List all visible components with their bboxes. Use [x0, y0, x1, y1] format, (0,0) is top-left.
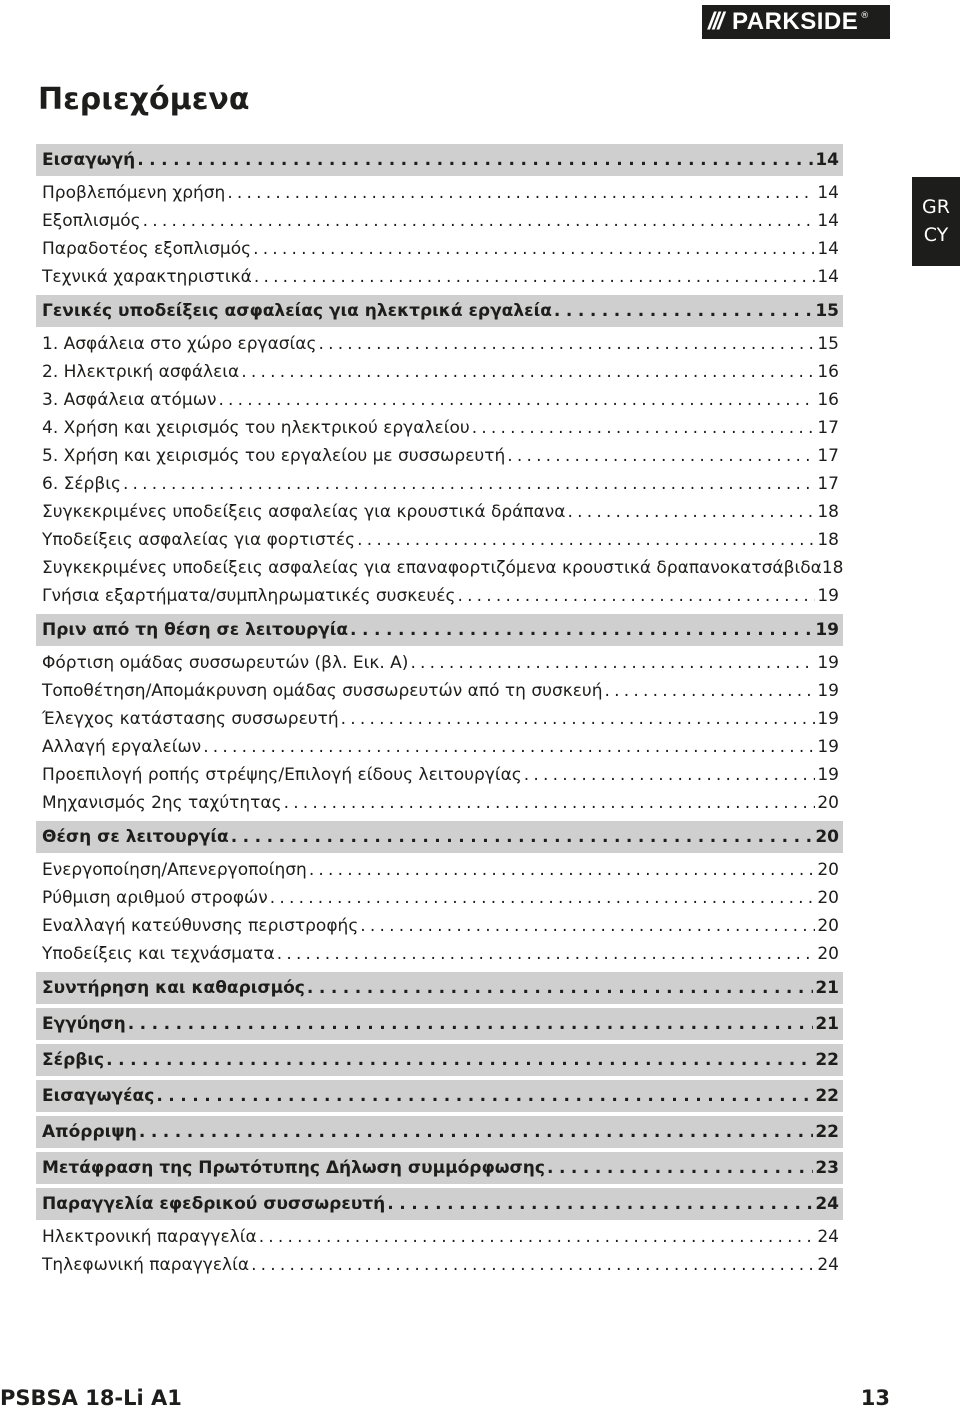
toc-entry — [36, 179, 843, 207]
toc-entry — [36, 649, 843, 677]
toc-page-number: 21 — [815, 1014, 839, 1034]
toc-page-number: 20 — [817, 944, 839, 964]
toc-entry-title: Υποδείξεις και τεχνάσματα — [42, 944, 275, 964]
toc-page-number: 14 — [817, 183, 839, 203]
toc-entry-title: Παραδοτέος εξοπλισμός — [42, 239, 252, 259]
toc-entry-title: Υποδείξεις ασφαλείας για φορτιστές — [42, 530, 356, 550]
toc-entry-title: Τηλεφωνική παραγγελία — [42, 1255, 250, 1275]
toc-page-number: 18 — [817, 530, 839, 550]
toc-dot-leader — [156, 1086, 813, 1106]
toc-entry-title: Γενικές υποδείξεις ασφαλείας για ηλεκτρικά εργαλεία — [42, 301, 552, 321]
toc-entry-title: Προβλεπόμενη χρήση — [42, 183, 226, 203]
toc-entry-title: Συγκεκριμένες υποδείξεις ασφαλείας για επαναφορτιζόμενα κρουστικά δραπανοκατσάβιδα — [42, 558, 822, 578]
toc-entry — [36, 789, 843, 817]
toc-entry — [36, 940, 843, 968]
toc-page-number: 24 — [817, 1227, 839, 1247]
toc-dot-leader — [253, 239, 815, 259]
toc-entry-title: Θέση σε λειτουργία — [42, 827, 229, 847]
toc-entry-title: 3. Ασφάλεια ατόμων — [42, 390, 217, 410]
toc-page-number: 20 — [817, 888, 839, 908]
toc-page-number: 19 — [815, 620, 839, 640]
toc-entry-title: Αλλαγή εργαλείων — [42, 737, 202, 757]
toc-page-number: 17 — [817, 418, 839, 438]
toc-dot-leader — [350, 620, 813, 640]
toc-entry-title: Ηλεκτρονική παραγγελία — [42, 1227, 257, 1247]
toc-dot-leader — [203, 737, 815, 757]
toc-entry-title: Εισαγωγή — [42, 150, 136, 170]
toc-dot-leader — [137, 150, 813, 170]
toc-dot-leader — [360, 916, 815, 936]
toc-dot-leader — [284, 793, 816, 813]
toc-entry — [36, 856, 843, 884]
toc-entry-title: Τεχνικά χαρακτηριστικά — [42, 267, 252, 287]
toc-entry — [36, 207, 843, 235]
toc-page-number: 15 — [815, 301, 839, 321]
toc-dot-leader — [568, 502, 816, 522]
toc-dot-leader — [357, 530, 815, 550]
toc-page-number: 19 — [817, 586, 839, 606]
toc-page-number: 14 — [815, 150, 839, 170]
toc-page-number: 21 — [815, 978, 839, 998]
toc-entry-title: 1. Ασφάλεια στο χώρο εργασίας — [42, 334, 317, 354]
toc-dot-leader — [270, 888, 816, 908]
toc-entry-title: Ενεργοποίηση/Απενεργοποίηση — [42, 860, 307, 880]
toc-dot-leader — [387, 1194, 813, 1214]
toc-dot-leader — [524, 765, 816, 785]
toc-section-heading — [36, 1188, 843, 1220]
toc-entry-title: Απόρριψη — [42, 1122, 137, 1142]
page-number: 13 — [860, 1386, 890, 1410]
toc-dot-leader — [605, 681, 816, 701]
toc-dot-leader — [128, 1014, 814, 1034]
toc-entry-title: 5. Χρήση και χειρισμός του εργαλείου με συσσωρευτή — [42, 446, 506, 466]
toc-section-heading — [36, 821, 843, 853]
toc-page-number: 19 — [817, 709, 839, 729]
toc-dot-leader — [231, 827, 814, 847]
toc-page-number: 22 — [815, 1086, 839, 1106]
toc-section-heading — [36, 972, 843, 1004]
toc-entry — [36, 912, 843, 940]
toc-page-number: 20 — [815, 827, 839, 847]
toc-entry-title: 4. Χρήση και χειρισμός του ηλεκτρικού εργαλείου — [42, 418, 470, 438]
toc-entry — [36, 761, 843, 789]
toc-dot-leader — [254, 267, 816, 287]
toc-dot-leader — [106, 1050, 813, 1070]
toc-entry-title: Εισαγωγέας — [42, 1086, 155, 1106]
toc-dot-leader — [227, 183, 815, 203]
toc-entry — [36, 498, 843, 526]
toc-section-heading — [36, 144, 843, 176]
toc-page-number: 19 — [817, 737, 839, 757]
logo-wordmark: PARKSIDE — [732, 8, 859, 35]
toc-page-number: 14 — [817, 211, 839, 231]
toc-entry-title: Συγκεκριμένες υποδείξεις ασφαλείας για κρουστικά δράπανα — [42, 502, 566, 522]
logo-registered-mark: ® — [860, 11, 870, 21]
toc-entry-title: Ρύθμιση αριθμού στροφών — [42, 888, 268, 908]
toc-dot-leader — [309, 860, 816, 880]
toc-dot-leader — [241, 362, 815, 382]
toc-entry — [36, 705, 843, 733]
toc-entry — [36, 554, 843, 582]
toc-dot-leader — [143, 211, 816, 231]
toc-page-number: 17 — [817, 446, 839, 466]
toc-entry-title: Φόρτιση ομάδας συσσωρευτών (βλ. Εικ. A) — [42, 653, 409, 673]
toc-page-number: 16 — [817, 390, 839, 410]
toc-dot-leader — [410, 653, 815, 673]
toc-dot-leader — [507, 446, 815, 466]
toc-page-number: 16 — [817, 362, 839, 382]
toc-page-number: 22 — [815, 1050, 839, 1070]
toc-entry — [36, 358, 843, 386]
toc-entry-title: Σέρβις — [42, 1050, 105, 1070]
toc-dot-leader — [554, 301, 813, 321]
toc-entry-title: Συντήρηση και καθαρισμός — [42, 978, 305, 998]
toc-entry — [36, 386, 843, 414]
toc-entry-title: 6. Σέρβις — [42, 474, 121, 494]
toc-page-number: 19 — [817, 765, 839, 785]
toc-page-number: 14 — [817, 267, 839, 287]
toc-entry-title: Παραγγελία εφεδρικού συσσωρευτή — [42, 1194, 386, 1214]
toc-entry — [36, 414, 843, 442]
language-tab-cy: CY — [923, 224, 949, 246]
toc-entry — [36, 1223, 843, 1251]
model-number: PSBSA 18-Li A1 — [0, 1386, 182, 1410]
language-tab-gr: GR — [922, 196, 950, 218]
toc-entry — [36, 330, 843, 358]
toc-entry-title: 2. Ηλεκτρική ασφάλεια — [42, 362, 240, 382]
toc-entry-title: Μετάφραση της Πρωτότυπης Δήλωση συμμόρφωσης — [42, 1158, 545, 1178]
parkside-logo — [702, 5, 890, 39]
toc-page-number: 15 — [817, 334, 839, 354]
toc-entry — [36, 526, 843, 554]
toc-dot-leader — [218, 390, 815, 410]
toc-page-number: 20 — [817, 860, 839, 880]
toc-entry-title: Μηχανισμός 2ης ταχύτητας — [42, 793, 282, 813]
toc-section-heading — [36, 1080, 843, 1112]
toc-entry — [36, 470, 843, 498]
toc-section-heading — [36, 1008, 843, 1040]
toc-entry-title: Εγγύηση — [42, 1014, 126, 1034]
toc-page-number: 19 — [817, 653, 839, 673]
table-of-contents — [36, 140, 843, 1279]
toc-entry — [36, 884, 843, 912]
toc-dot-leader — [318, 334, 815, 354]
toc-dot-leader — [547, 1158, 813, 1178]
toc-page-number: 18 — [817, 502, 839, 522]
toc-entry-title: Εξοπλισμός — [42, 211, 141, 231]
toc-dot-leader — [251, 1255, 815, 1275]
toc-dot-leader — [259, 1227, 816, 1247]
toc-entry — [36, 442, 843, 470]
toc-entry-title: Έλεγχος κατάστασης συσσωρευτή — [42, 709, 339, 729]
toc-page-number: 20 — [817, 793, 839, 813]
toc-entry — [36, 677, 843, 705]
language-tab — [912, 177, 960, 266]
toc-entry-title: Τοποθέτηση/Απομάκρυνση ομάδας συσσωρευτών από τη συσκευή — [42, 681, 603, 701]
toc-page-number: 17 — [817, 474, 839, 494]
toc-entry — [36, 263, 843, 291]
toc-dot-leader — [341, 709, 816, 729]
toc-dot-leader — [123, 474, 815, 494]
toc-section-heading — [36, 1152, 843, 1184]
toc-page-number: 24 — [817, 1255, 839, 1275]
toc-page-number: 18 — [821, 558, 843, 578]
toc-section-heading — [36, 1044, 843, 1076]
toc-page-number: 20 — [817, 916, 839, 936]
toc-dot-leader — [472, 418, 816, 438]
toc-page-number: 22 — [815, 1122, 839, 1142]
toc-entry — [36, 235, 843, 263]
toc-section-heading — [36, 295, 843, 327]
toc-page-number: 14 — [817, 239, 839, 259]
toc-section-heading — [36, 1116, 843, 1148]
toc-entry-title: Προεπιλογή ροπής στρέψης/Επιλογή είδους λειτουργίας — [42, 765, 522, 785]
toc-dot-leader — [277, 944, 816, 964]
toc-dot-leader — [307, 978, 813, 998]
toc-entry-title: Γνήσια εξαρτήματα/συμπληρωματικές συσκευές — [42, 586, 456, 606]
toc-dot-leader — [139, 1122, 813, 1142]
toc-section-heading — [36, 614, 843, 646]
toc-page-number: 19 — [817, 681, 839, 701]
toc-page-number: 24 — [815, 1194, 839, 1214]
toc-page-number: 23 — [815, 1158, 839, 1178]
toc-entry-title: Πριν από τη θέση σε λειτουργία — [42, 620, 349, 640]
toc-entry — [36, 582, 843, 610]
toc-entry-title: Εναλλαγή κατεύθυνσης περιστροφής — [42, 916, 359, 936]
toc-entry — [36, 733, 843, 761]
toc-dot-leader — [457, 586, 815, 606]
logo-slashes: /// — [708, 8, 723, 35]
page-title: Περιεχόμενα — [38, 82, 250, 117]
toc-entry — [36, 1251, 843, 1279]
